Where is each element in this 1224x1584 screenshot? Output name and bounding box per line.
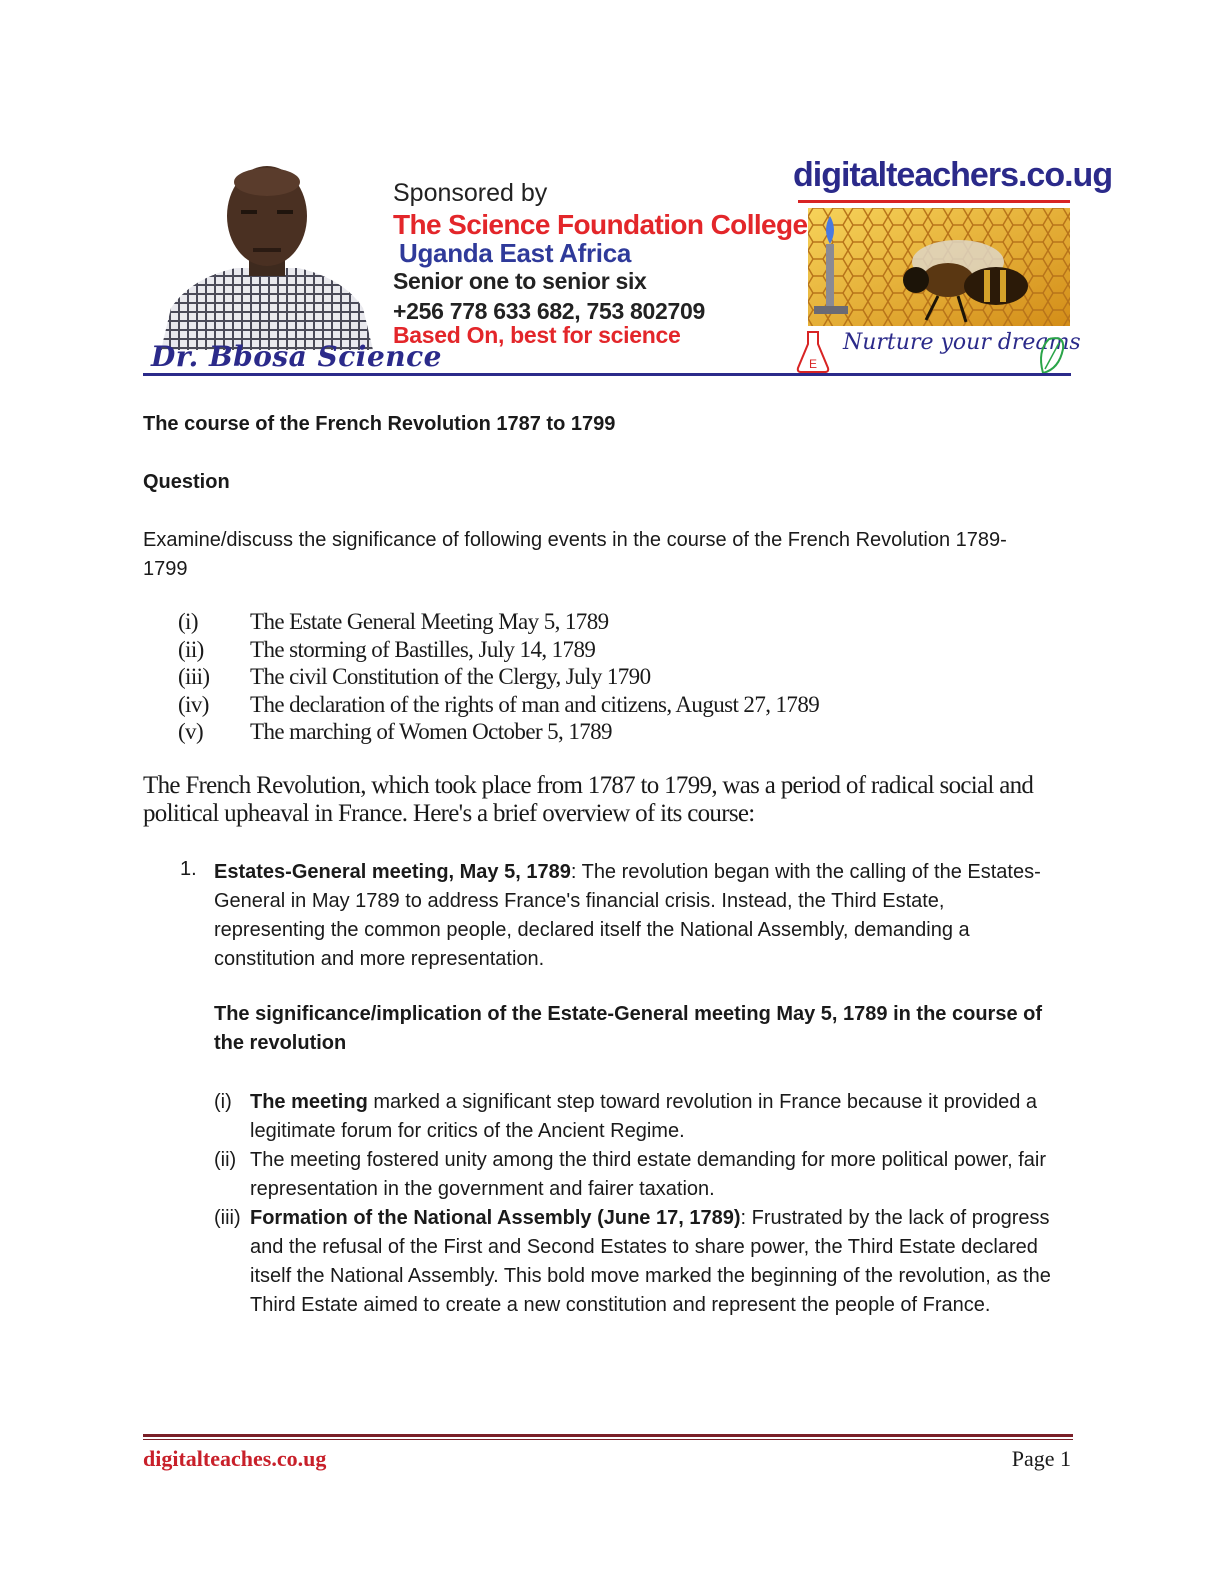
item-number: (ii) xyxy=(214,1149,237,1171)
footer-rule xyxy=(143,1434,1073,1437)
item-text: : Frustrated by the lack of progress and the refusal of the First and Second Estates to share power, the Third Estate declared itself the National Assembly. This bold move marked the beginning of the revolution, as the Third Estate aimed to create a new constitution and represent the people of France. xyxy=(250,1207,1051,1316)
item-bold-text: The meeting xyxy=(250,1091,368,1113)
item-text: The meeting fostered unity among the third estate demanding for more political power, fair representation in the government and fairer taxation. xyxy=(250,1149,1046,1200)
site-logo-underline xyxy=(798,200,1070,203)
item-number: (iii) xyxy=(178,664,210,689)
item-number: (iii) xyxy=(214,1207,241,1229)
section-number: 1. xyxy=(180,858,197,880)
section-heading: Estates-General meeting, May 5, 1789 xyxy=(214,861,571,883)
section-paragraph xyxy=(214,858,1054,974)
footer-rule-thin xyxy=(143,1439,1073,1440)
significance-list xyxy=(214,1088,1054,1320)
item-bold-text: Formation of the National Assembly (June 17, 1789) xyxy=(250,1207,741,1229)
intro-paragraph: The French Revolution, which took place from 1787 to 1799, was a period of radical social and political upheaval in France. Here's a brief overview of its course: xyxy=(143,772,1034,827)
list-item xyxy=(214,1088,1054,1146)
motto-label: Based On, best for science xyxy=(393,322,681,349)
item-number: (ii) xyxy=(178,636,204,662)
leaf-tube-icon xyxy=(1035,333,1069,377)
flask-letter: E xyxy=(809,357,818,371)
college-name: The Science Foundation College xyxy=(393,209,808,241)
footer-site: digitalteaches.co.ug xyxy=(143,1446,327,1471)
portrait-photo xyxy=(151,158,383,350)
tagline-text: Nurture your dreams xyxy=(843,330,1081,355)
signature-label: Dr. Bbosa Science xyxy=(151,340,442,373)
item-text: The Estate General Meeting May 5, 1789 xyxy=(250,609,609,634)
item-text: The marching of Women October 5, 1789 xyxy=(250,719,612,744)
item-text: The civil Constitution of the Clergy, July 1790 xyxy=(250,664,651,689)
question-text: Examine/discuss the significance of following events in the course of the French Revolution 1789-1799 xyxy=(143,529,1007,580)
levels-label: Senior one to senior six xyxy=(393,267,647,294)
item-text: The storming of Bastilles, July 14, 1789 xyxy=(250,636,596,662)
item-number: (iv) xyxy=(178,691,209,717)
page-number: Page 1 xyxy=(1011,1446,1071,1471)
region-label: Uganda East Africa xyxy=(399,237,632,268)
document-title: The course of the French Revolution 1787 to 1799 xyxy=(143,413,616,435)
section-text: : The revolution began with the calling of the Estates-General in May 1789 to address France's financial crisis. Instead, the Third Estate, representing the common people, declared itself the National Assembly, demanding a constitution and more representation. xyxy=(214,861,1041,970)
item-text: marked a significant step toward revolution in France because it provided a legitimate forum for critics of the Ancient Regime. xyxy=(250,1091,1038,1142)
item-number: (i) xyxy=(178,609,198,634)
significance-heading: The significance/implication of the Estate-General meeting May 5, 1789 in the course of the revolution xyxy=(214,1003,1042,1054)
list-item xyxy=(214,1146,1054,1204)
sponsor-block xyxy=(393,180,808,347)
sponsor-banner xyxy=(143,150,1113,380)
sponsored-by-label: Sponsored by xyxy=(393,179,548,207)
item-text: The declaration of the rights of man and citizens, August 27, 1789 xyxy=(250,691,820,717)
bee-honeycomb-image xyxy=(808,208,1070,326)
question-heading: Question xyxy=(143,471,230,493)
list-item xyxy=(214,1204,1054,1320)
item-number: (v) xyxy=(178,719,204,744)
banner-underline xyxy=(143,373,1071,376)
site-logo-text: digitalteachers.co.ug xyxy=(793,156,1113,194)
flask-icon xyxy=(795,328,831,374)
phone-numbers: +256 778 633 682, 753 802709 xyxy=(393,298,705,325)
item-number: (i) xyxy=(214,1091,232,1113)
